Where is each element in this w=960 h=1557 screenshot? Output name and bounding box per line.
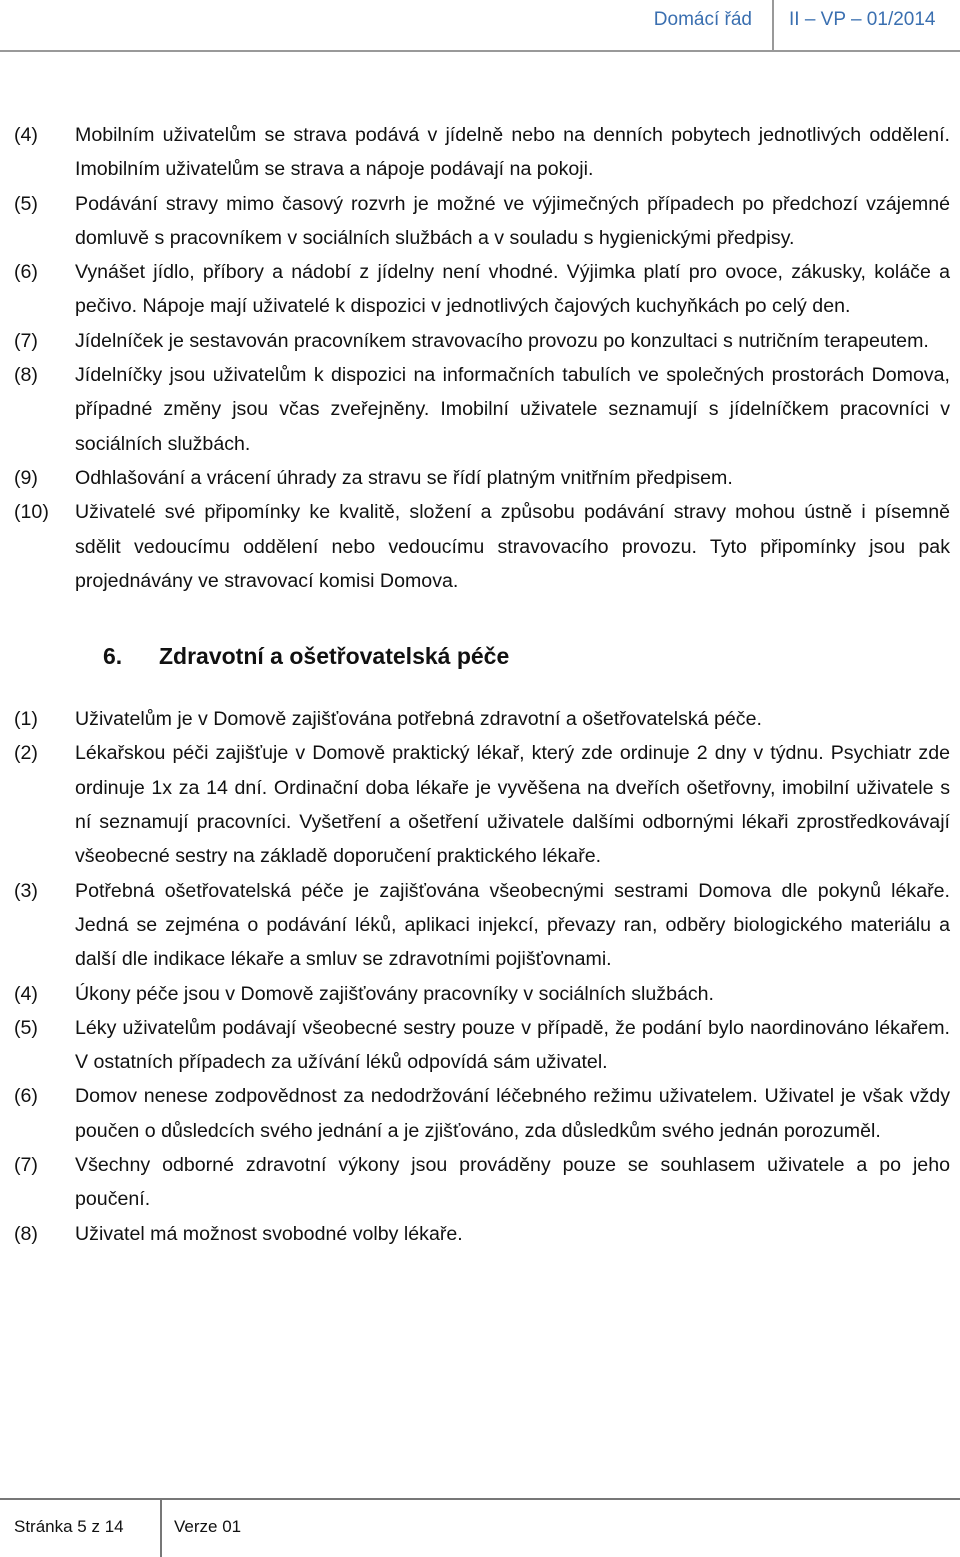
list-item bbox=[14, 255, 950, 324]
list-item bbox=[14, 1148, 950, 1217]
header-version: II – VP – 01/2014 bbox=[789, 9, 936, 30]
item-number: (1) bbox=[14, 708, 38, 731]
item-number: (7) bbox=[14, 1154, 38, 1177]
item-number: (6) bbox=[14, 261, 38, 284]
list-item bbox=[14, 461, 950, 495]
header-separator bbox=[772, 0, 774, 52]
item-text: Lékařskou péči zajišťuje v Domově praktický lékař, který zde ordinuje 2 dny v týdnu. Psychiatr zde ordinuje 1x za 14 dní. Ordinační doba lékaře je vyvěšena na dveřích ošetřovny, imobilní uživatele s ní seznamují pracovníci. Vyšetření a ošetření uživatele dalšími odbornými lékaři zprostředkovávají všeobecné sestry na základě doporučení praktického lékaře. bbox=[75, 742, 950, 868]
item-text: Uživatel má možnost svobodné volby lékaře. bbox=[75, 1222, 463, 1245]
footer-rule bbox=[0, 1498, 960, 1500]
item-number: (8) bbox=[14, 364, 38, 387]
item-text: Uživatelé své připomínky ke kvalitě, složení a způsobu podávání stravy mohou ústně i písemně sdělit vedoucímu oddělení nebo vedoucímu stravovacího provozu. Tyto připomínky jsou pak projednávány ve stravovací komisi Domova. bbox=[75, 501, 950, 592]
list-item bbox=[14, 874, 950, 977]
item-text: Podávání stravy mimo časový rozvrh je možné ve výjimečných případech po předchozí vzájemné domluvě s pracovníkem v sociálních službách a v souladu s hygienickými předpisy. bbox=[75, 192, 950, 249]
item-text: Potřebná ošetřovatelská péče je zajišťována všeobecnými sestrami Domova dle pokynů lékaře. Jedná se zejména o podávání léků, aplikaci injekcí, převazy ran, odběry biologického materiálu a další dle indikace lékaře a smluv se zdravotními pojišťovnami. bbox=[75, 879, 950, 971]
footer-page-number: Stránka 5 z 14 bbox=[14, 1517, 124, 1536]
item-number: (7) bbox=[14, 329, 38, 352]
list-item bbox=[14, 324, 950, 358]
item-text: Léky uživatelům podávají všeobecné sestry pouze v případě, že podání bylo naordinováno lékařem. V ostatních případech za užívání léků odpovídá sám uživatel. bbox=[75, 1016, 950, 1074]
item-number: (10) bbox=[14, 501, 49, 524]
item-number: (4) bbox=[14, 982, 38, 1005]
item-number: (4) bbox=[14, 124, 38, 146]
list-item bbox=[14, 736, 950, 873]
list-item bbox=[14, 495, 950, 598]
item-number: (2) bbox=[14, 742, 38, 765]
item-text: Úkony péče jsou v Domově zajišťovány pracovníky v sociálních službách. bbox=[75, 982, 714, 1005]
list-item bbox=[14, 1217, 950, 1251]
item-number: (6) bbox=[14, 1085, 38, 1108]
footer-version: Verze 01 bbox=[174, 1517, 242, 1536]
item-text: Domov nenese zodpovědnost za nedodržování léčebného režimu uživatelem. Uživatel je však vždy poučen o důsledcích svého jednání a je zjišťováno, zda důsledkům svého jednán porozuměl. bbox=[75, 1085, 950, 1142]
list-item bbox=[14, 187, 950, 256]
health-care-list bbox=[14, 702, 950, 1251]
list-item bbox=[14, 702, 950, 736]
section-heading bbox=[14, 635, 950, 677]
item-text: Jídelníček je sestavován pracovníkem stravovacího provozu po konzultaci s nutričním terapeutem. bbox=[75, 329, 929, 352]
list-item bbox=[14, 1079, 950, 1148]
list-item bbox=[14, 118, 950, 187]
item-number: (5) bbox=[14, 1016, 38, 1039]
item-number: (5) bbox=[14, 192, 38, 215]
page-header bbox=[0, 0, 960, 52]
item-text: Mobilním uživatelům se strava podává v jídelně nebo na denních pobytech jednotlivých oddělení. Imobilním uživatelům se strava a nápoje podávají na pokoji. bbox=[75, 124, 950, 181]
document-body bbox=[14, 118, 950, 1251]
item-number: (9) bbox=[14, 466, 38, 489]
item-text: Uživatelům je v Domově zajišťována potřebná zdravotní a ošetřovatelská péče. bbox=[75, 708, 762, 731]
item-number: (3) bbox=[14, 879, 38, 902]
item-number: (8) bbox=[14, 1222, 38, 1245]
list-item bbox=[14, 977, 950, 1011]
section-number: 6. bbox=[103, 643, 123, 670]
section-title: Zdravotní a ošetřovatelská péče bbox=[159, 643, 510, 670]
list-item bbox=[14, 1011, 950, 1080]
header-title: Domácí řád bbox=[653, 9, 752, 30]
list-item bbox=[14, 358, 950, 461]
footer-separator bbox=[160, 1500, 162, 1557]
item-text: Odhlašování a vrácení úhrady za stravu se řídí platným vnitřním předpisem. bbox=[75, 466, 733, 489]
item-text: Všechny odborné zdravotní výkony jsou prováděny pouze se souhlasem uživatele a po jeho poučení. bbox=[75, 1154, 950, 1211]
header-rule bbox=[0, 50, 960, 52]
item-text: Jídelníčky jsou uživatelům k dispozici na informačních tabulích ve společných prostorách Domova, případné změny jsou včas zveřejněny. Imobilní uživatele seznamují s jídelníčkem pracovníci v sociálních službách. bbox=[75, 364, 950, 455]
meals-list bbox=[14, 118, 950, 598]
item-text: Vynášet jídlo, příbory a nádobí z jídelny není vhodné. Výjimka platí pro ovoce, zákusky, koláče a pečivo. Nápoje mají uživatelé k dispozici v jednotlivých čajových kuchyňkách po celý den. bbox=[75, 261, 950, 318]
